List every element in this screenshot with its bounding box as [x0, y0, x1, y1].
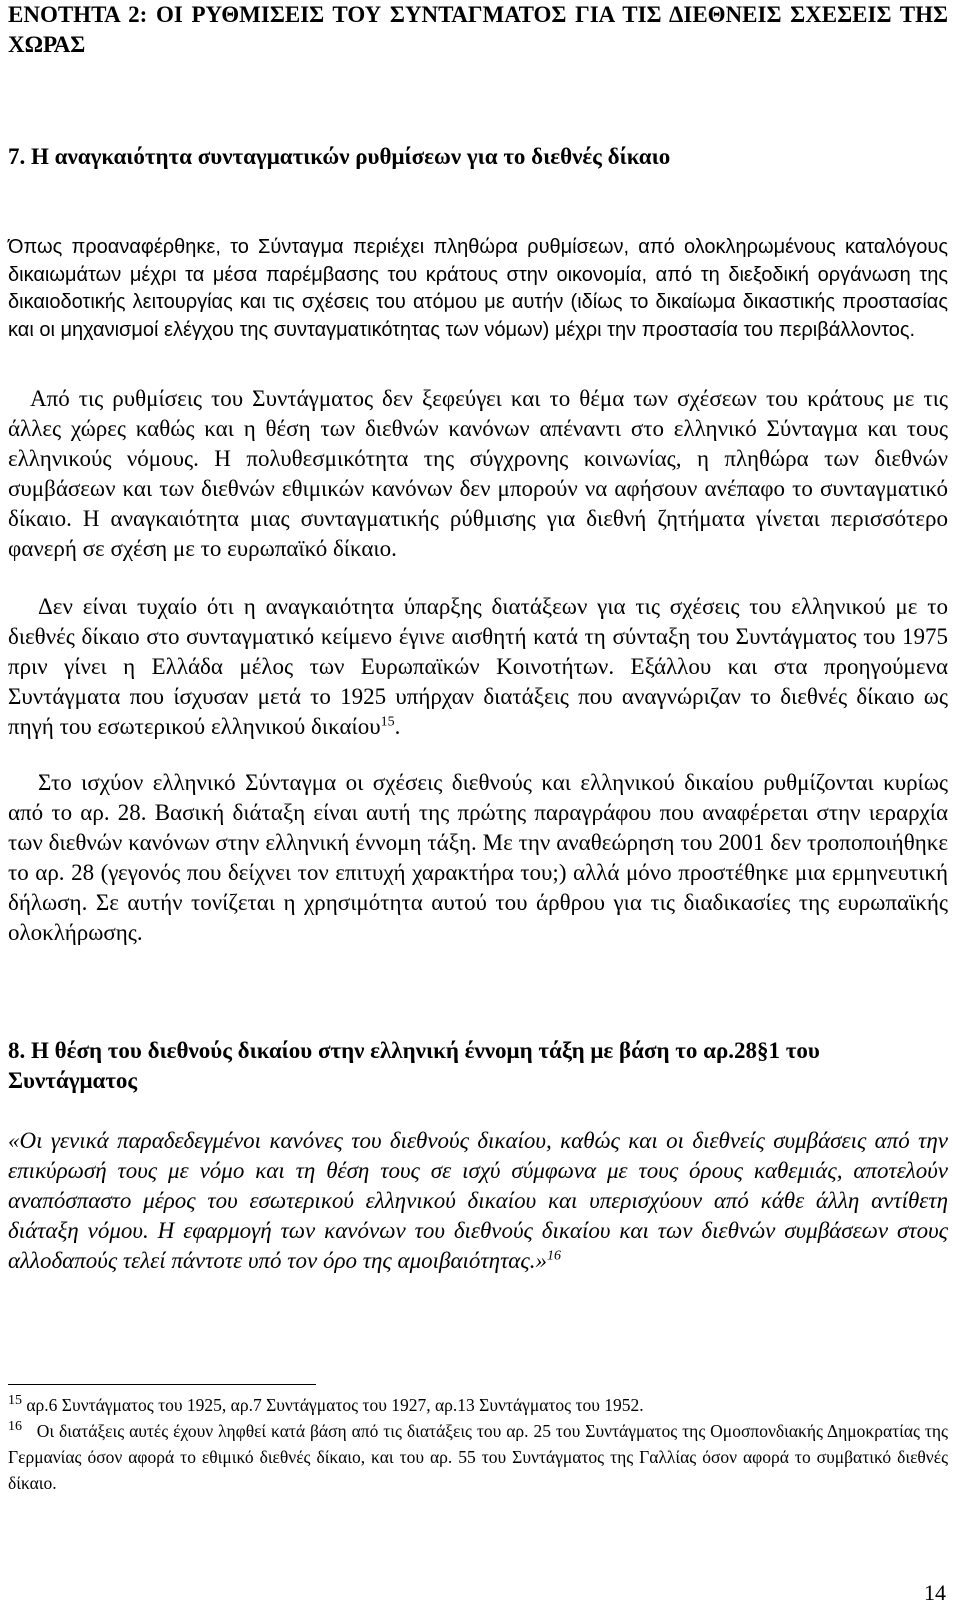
footnote-15	[8, 1392, 948, 1418]
section-7-paragraph-3	[8, 592, 948, 742]
footnote-16-text: Οι διατάξεις αυτές έχουν ληφθεί κατά βάση από τις διατάξεις του αρ. 25 του Συντάγματος της Ομοσπονδιακής Δημοκρατίας της Γερμανίας όσον αφορά το εθιμικό διεθνές δίκαιο, και του αρ. 55 του Συντάγματος της Γαλλίας όσον αφορά το συμβατικό διεθνές δίκαιο.	[8, 1421, 948, 1493]
section-8-heading: 8. Η θέση του διεθνούς δικαίου στην ελληνική έννομη τάξη με βάση το αρ.28§1 του Συντάγματος	[8, 1038, 820, 1093]
footnote-16	[8, 1418, 948, 1496]
footnote-15-number: 15	[8, 1393, 22, 1409]
section-7-paragraph-3-end: .	[394, 714, 401, 739]
page-number: 14	[924, 1580, 946, 1605]
section-7-heading: 7. Η αναγκαιότητα συνταγματικών ρυθμίσεων για το διεθνές δίκαιο	[8, 144, 671, 169]
section-7-paragraph-1: Όπως προαναφέρθηκε, το Σύνταγμα περιέχει πληθώρα ρυθμίσεων, από ολοκληρωμένους καταλόγους δικαιωμάτων μέχρι τα μέσα παρέμβασης του κράτους στην οικονομία, από τη διεξοδική οργάνωση της δικαιοδοτικής λειτουργίας και τις σχέσεις του ατόμου με αυτήν (ιδίως το δικαίωμα δικαστικής προστασίας και οι μηχανισμοί ελέγχου της συνταγματικότητας των νόμων) μέχρι την προστασία του περιβάλλοντος.	[8, 236, 948, 341]
constitution-quote	[8, 1126, 948, 1276]
section-7-paragraph-3-text: Δεν είναι τυχαίο ότι η αναγκαιότητα ύπαρξης διατάξεων για τις σχέσεις του ελληνικού με το διεθνές δίκαιο στο συνταγματικό κείμενο έγινε αισθητή κατά τη σύνταξη του Συντάγματος του 1975 πριν γίνει η Ελλάδα μέλος των Ευρωπαϊκών Κοινοτήτων. Εξάλλου και στα προηγούμενα Συντάγματα που ίσχυσαν μετά το 1925 υπήρχαν διατάξεις που αναγνώριζαν το διεθνές δίκαιο ως πηγή του εσωτερικού ελληνικού δικαίου	[8, 594, 948, 739]
footnote-ref-15[interactable]: 15	[380, 714, 395, 730]
footnote-separator	[8, 1384, 316, 1385]
section-7-paragraph-4: Στο ισχύον ελληνικό Σύνταγμα οι σχέσεις διεθνούς και ελληνικού δικαίου ρυθμίζονται κυρίως από το αρ. 28. Βασική διάταξη είναι αυτή της πρώτης παραγράφου που αναφέρεται στην ιεραρχία των διεθνών κανόνων στην ελληνική έννομη τάξη. Με την αναθεώρηση του 2001 δεν τροποποιήθηκε το αρ. 28 (γεγονός που δείχνει τον επιτυχή χαρακτήρα του;) αλλά μόνο προστέθηκε μια ερμηνευτική δήλωση. Σε αυτήν τονίζεται η χρησιμότητα αυτού του άρθρου για τις διαδικασίες της ευρωπαϊκής ολοκλήρωσης.	[8, 770, 948, 945]
footnote-15-text: αρ.6 Συντάγματος του 1925, αρ.7 Συντάγματος του 1927, αρ.13 Συντάγματος του 1952.	[26, 1395, 644, 1415]
footnote-ref-16[interactable]: 16	[546, 1248, 561, 1264]
chapter-title: ΕΝΟΤΗΤΑ 2: ΟΙ ΡΥΘΜΙΣΕΙΣ ΤΟΥ ΣΥΝΤΑΓΜΑΤΟΣ ΓΙΑ ΤΙΣ ΔΙΕΘΝΕΙΣ ΣΧΕΣΕΙΣ ΤΗΣ ΧΩΡΑΣ	[8, 2, 948, 57]
footnote-16-number: 16	[8, 1419, 22, 1435]
constitution-quote-text: «Οι γενικά παραδεδεγμένοι κανόνες του διεθνούς δικαίου, καθώς και οι διεθνείς συμβάσεις από την επικύρωσή τους με νόμο και τη θέση τους σε ισχύ σύμφωνα με τους όρους καθεμιάς, αποτελούν αναπόσπαστο μέρος του εσωτερικού ελληνικού δικαίου και υπερισχύουν από κάθε άλλη αντίθετη διάταξη νόμου. Η εφαρμογή των κανόνων του διεθνούς δικαίου και των διεθνών συμβάσεων στους αλλοδαπούς τελεί πάντοτε υπό τον όρο της αμοιβαιότητας.»	[8, 1128, 948, 1273]
section-7-paragraph-2: Από τις ρυθμίσεις του Συντάγματος δεν ξεφεύγει και το θέμα των σχέσεων του κράτους με τις άλλες χώρες καθώς και η θέση των διεθνών κανόνων απέναντι στο ελληνικό Σύνταγμα και τους ελληνικούς νόμους. Η πολυθεσμικότητα της σύγχρονης κοινωνίας, η πληθώρα των διεθνών συμβάσεων και των διεθνών εθιμικών κανόνων δεν μπορούν να αφήσουν ανέπαφο το συνταγματικό δίκαιο. Η αναγκαιότητα μιας συνταγματικής ρύθμισης για διεθνή ζητήματα γίνεται περισσότερο φανερή σε σχέση με το ευρωπαϊκό δίκαιο.	[8, 386, 948, 561]
